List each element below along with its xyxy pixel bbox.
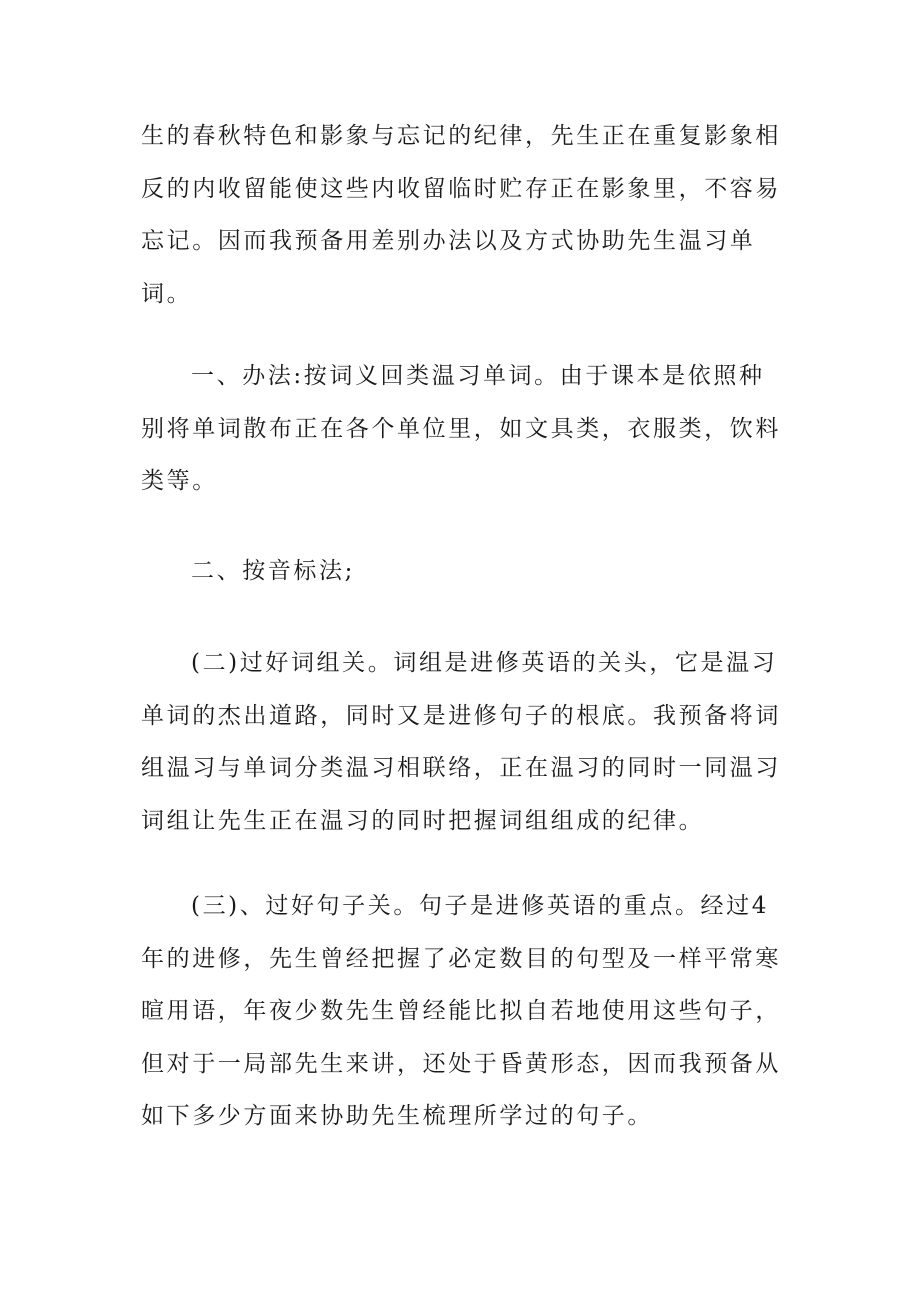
paragraph-method-one: 一、办法:按词义回类温习单词。由于课本是依照种别将单词散布正在各个单位里，如文具类，衣服类，饮料类等。: [141, 363, 781, 494]
paragraph-method-two: 二、按音标法;: [191, 558, 355, 584]
paragraph-sentence-review: (三)、过好句子关。句子是进修英语的重点。经过4年的进修，先生曾经把握了必定数目的句型及一样平常寒暄用语，年夜少数先生曾经能比拟自若地使用这些句子，但对于一局部先生来讲，还处于昏黄形态，因而我预备从如下多少方面来协助先生梳理所学过的句子。: [141, 893, 781, 1129]
paragraph-phrase-review: (二)过好词组关。词组是进修英语的关头，它是温习单词的杰出道路，同时又是进修句子的根底。我预备将词组温习与单词分类温习相联络，正在温习的同时一同温习词组让先生正在温习的同时把握词组组成的纪律。: [141, 650, 781, 834]
paragraph-memory-review: 生的春秋特色和影象与忘记的纪律，先生正在重复影象相反的内收留能使这些内收留临时贮存正在影象里，不容易忘记。因而我预备用差别办法以及方式协助先生温习单词。: [141, 123, 781, 307]
